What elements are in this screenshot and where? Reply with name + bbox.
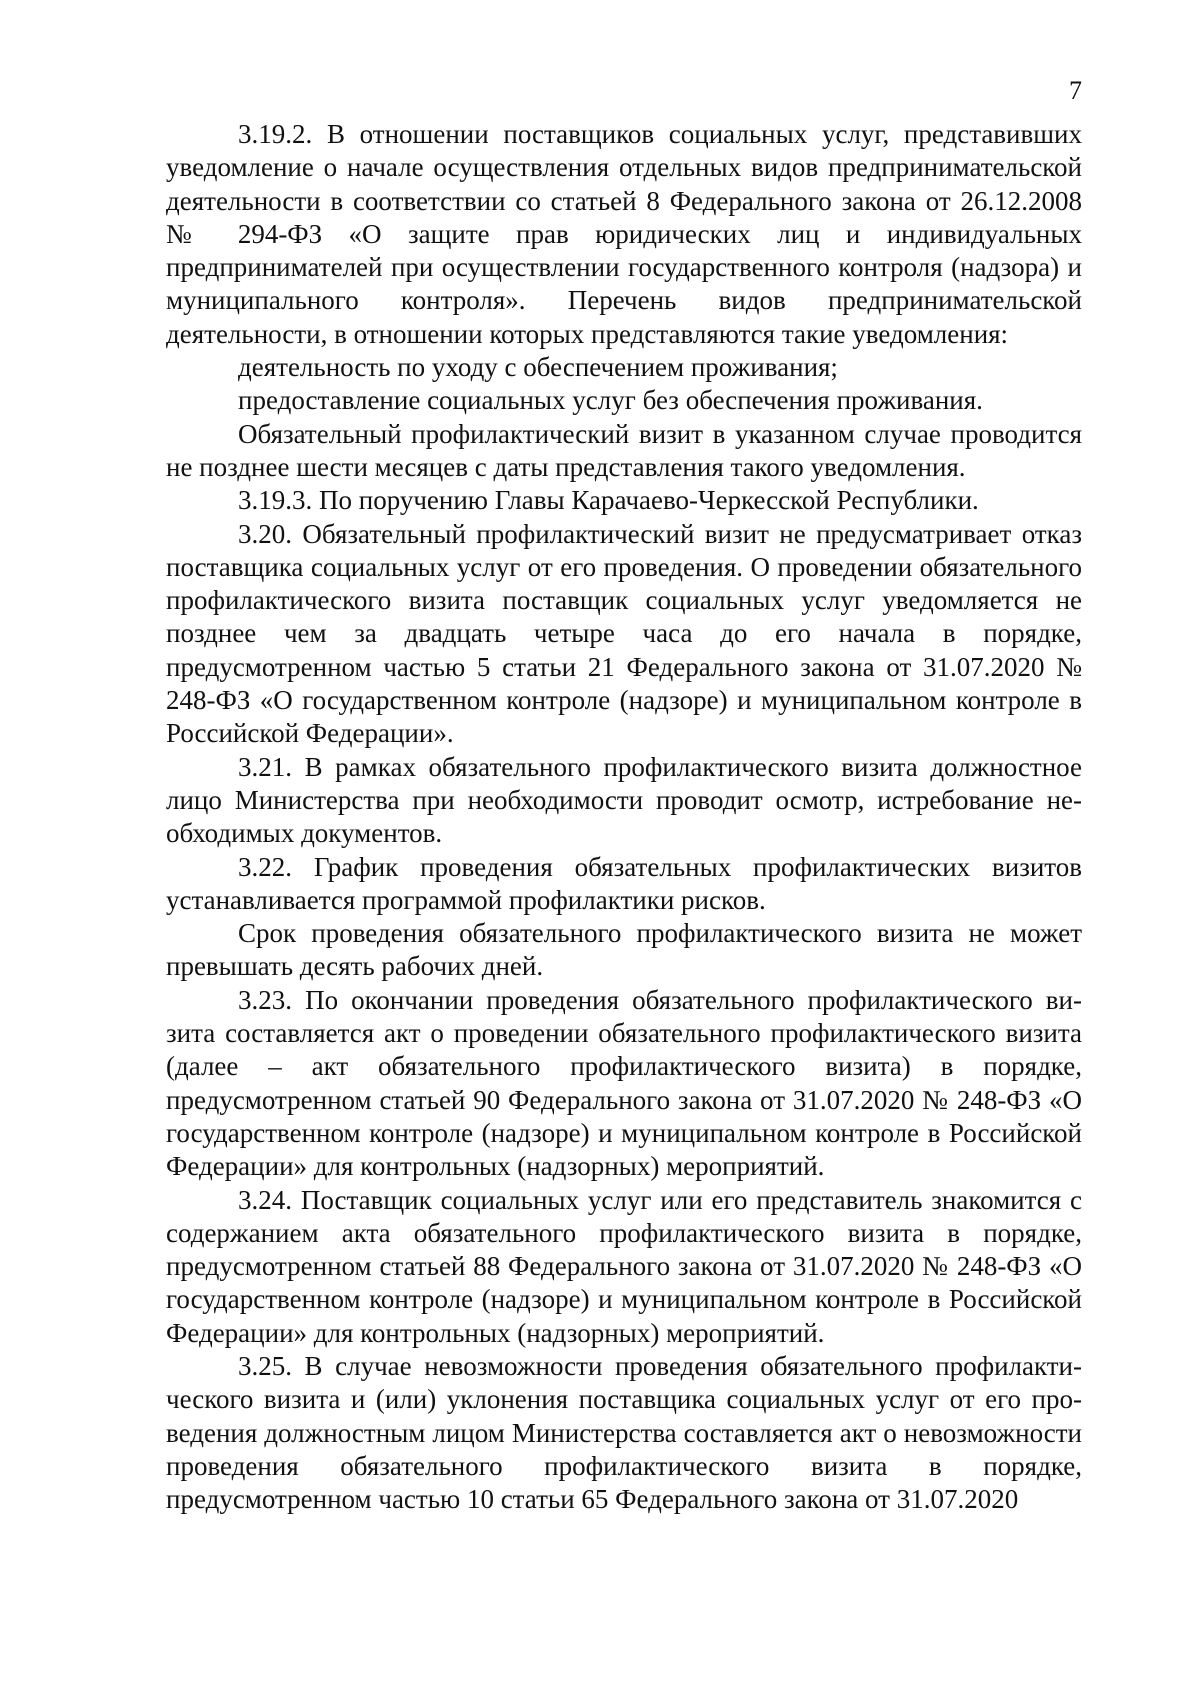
paragraph-visit-duration: Срок проведения обязательного профилактического визита не может превышать десять рабочих дней. — [166, 918, 1082, 982]
page-number: 7 — [1069, 76, 1082, 105]
paragraph-3-25: 3.25. В случае невозможности проведения обязательного профилактического визита и (или) уклонения поставщика социальных услуг от его проведения должностным лицом Министерства составляется акт о невозможности проведения обязательного профилактического визита в порядке, предусмотренном частью 10 статьи 65 Федерального закона от 31.07.2020 — [166, 1350, 1082, 1515]
list-item-services-without-accommodation: предоставление социальных услуг без обеспечения проживания. — [238, 385, 983, 416]
paragraph-3-24: 3.24. Поставщик социальных услуг или его представитель знакомится с содержанием акта обязательного профилактического визита в порядке, предусмотренном статьей 88 Федерального закона от 31.07.2020 № 248-ФЗ «О государственном контроле (надзоре) и муниципальном контроле в Российской Федерации» для контрольных (надзорных) мероприятий. — [166, 1184, 1082, 1348]
paragraph-3-19-3: 3.19.3. По поручению Главы Карачаево-Черкесской Республики. — [238, 485, 979, 516]
paragraph-3-21: 3.21. В рамках обязательного профилактического визита должностное лицо Министерства при необходимости проводит осмотр, истребование необходимых документов. — [166, 751, 1082, 849]
list-item-care-with-accommodation: деятельность по уходу с обеспечением проживания; — [238, 352, 838, 383]
paragraph-3-19-2: 3.19.2. В отношении поставщиков социальных услуг, представивших уведомление о начале осуществления отдельных видов предпринимательской деятельности в соответствии со статьей 8 Федерального закона от 26.12.2008 № 294-ФЗ «О защите прав юридических лиц и индивидуальных предпринимателей при осуществлении государственного контроля (надзора) и муниципального контроля». Перечень видов предпринимательской деятельности, в отношении которых представляются такие уведомления: — [166, 119, 1082, 349]
paragraph-3-23: 3.23. По окончании проведения обязательного профилактического визита составляется акт о проведении обязательного профилактического визита (далее – акт обязательного профилактического визита) в порядке, предусмотренном статьей 90 Федерального закона от 31.07.2020 № 248-ФЗ «О государственном контроле (надзоре) и муниципальном контроле в Российской Федерации» для контрольных (надзорных) мероприятий. — [166, 984, 1082, 1182]
paragraph-3-20: 3.20. Обязательный профилактический визит не предусматривает отказ поставщика социальных услуг от его проведения. О проведении обязательного профилактического визита поставщик социальных услуг уведомляется не позднее чем за двадцать четыре часа до его начала в порядке, предусмотренном частью 5 статьи 21 Федерального закона от 31.07.2020 № 248-ФЗ «О государственном контроле (надзоре) и муниципальном контроле в Российской Федерации». — [166, 518, 1082, 749]
paragraph-3-22: 3.22. График проведения обязательных профилактических визитов устанавливается программой профилактики рисков. — [166, 851, 1082, 915]
document-body — [166, 118, 1082, 1516]
paragraph-visit-deadline: Обязательный профилактический визит в указанном случае проводится не позднее шести месяцев с даты представления такого уведомления. — [166, 418, 1082, 482]
